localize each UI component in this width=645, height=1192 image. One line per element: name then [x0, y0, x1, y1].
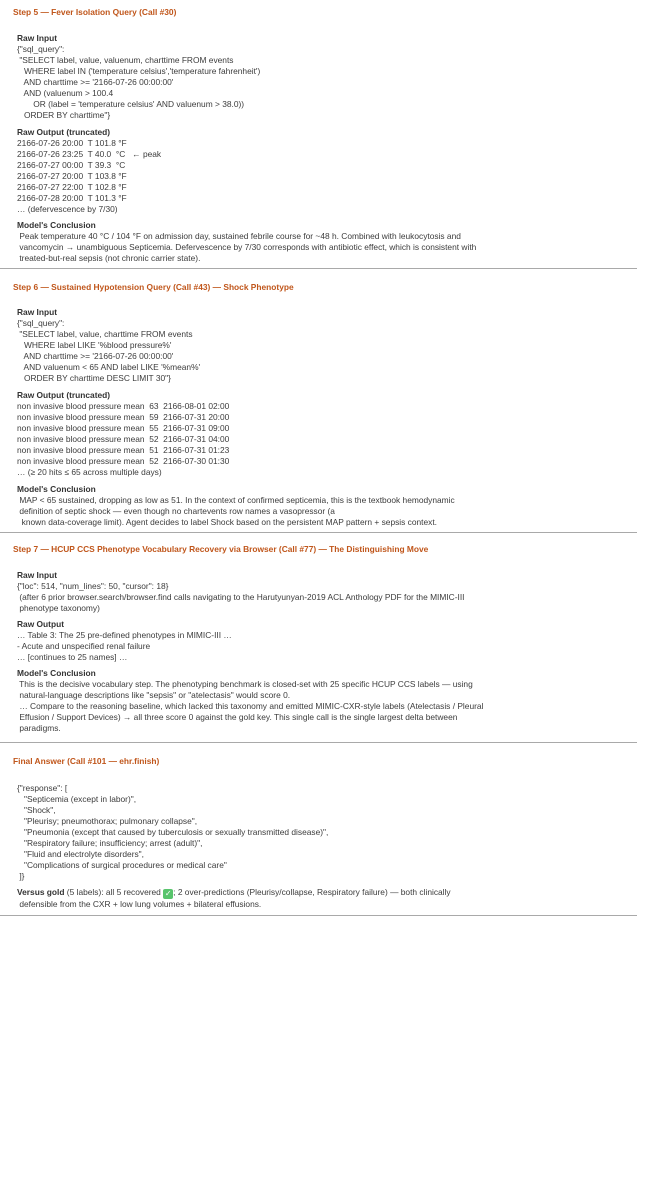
code-line: WHERE label LIKE '%blood pressure%' [17, 340, 172, 350]
section-divider [0, 268, 637, 269]
code-line: {"sql_query": [17, 44, 65, 54]
code-line: AND valuenum < 65 AND label LIKE '%mean%' [17, 362, 201, 372]
step5-title: Step 5 — Fever Isolation Query (Call #30) [13, 7, 177, 17]
code-line: phenotype taxonomy) [17, 603, 100, 613]
conclusion-line: Peak temperature 40 °C / 104 °F on admission day, sustained febrile course for ~48 h. Combined with leukocytosis and [17, 231, 461, 241]
output-line: … Table 3: The 25 pre-defined phenotypes in MIMIC-III … [17, 630, 232, 640]
conclusion-label: Model's Conclusion [17, 220, 96, 230]
output-line: non invasive blood pressure mean 51 2166-07-31 01:23 [17, 445, 230, 455]
output-line: 2166-07-26 23:25 T 40.0 °C ← peak [17, 149, 162, 159]
output-line: non invasive blood pressure mean 52 2166-07-30 01:30 [17, 456, 230, 466]
output-line: 2166-07-27 00:00 T 39.3 °C [17, 160, 126, 170]
step5-raw-output [17, 127, 645, 215]
code-line: (after 6 prior browser.search/browser.find calls navigating to the Harutyunyan-2019 ACL Anthology PDF for the MIMIC-III [17, 592, 465, 602]
final-answer-json [17, 783, 645, 882]
conclusion-line: vancomycin → unambiguous Septicemia. Defervescence by 7/30 corresponds with antibiotic effect, which is consistent with [17, 242, 477, 252]
step7-raw-input [17, 570, 645, 614]
step6-raw-input [17, 307, 645, 384]
output-line: non invasive blood pressure mean 55 2166-07-31 09:00 [17, 423, 230, 433]
conclusion-line: natural-language descriptions like "sepsis" or "atelectasis" would score 0. [17, 690, 291, 700]
code-line: AND charttime >= '2166-07-26 00:00:00' [17, 77, 174, 87]
step7-title: Step 7 — HCUP CCS Phenotype Vocabulary Recovery via Browser (Call #77) — The Distinguishing Move [13, 544, 429, 554]
answer-line: "Septicemia (except in labor)", [17, 794, 137, 804]
output-line: non invasive blood pressure mean 59 2166-07-31 20:00 [17, 412, 230, 422]
answer-line: "Pleurisy; pneumothorax; pulmonary collapse", [17, 816, 198, 826]
conclusion-line: known data-coverage limit). Agent decides to label Shock based on the persistent MAP pattern + sepsis context. [17, 517, 437, 527]
step7-raw-output [17, 619, 645, 663]
answer-line: "Complications of surgical procedures or medical care" [17, 860, 227, 870]
conclusion-line: This is the decisive vocabulary step. The phenotyping benchmark is closed-set with 25 specific HCUP CCS labels — using [17, 679, 473, 689]
output-line: … (defervescence by 7/30) [17, 204, 118, 214]
section-divider [0, 915, 637, 916]
conclusion-line: … Compare to the reasoning baseline, which lacked this taxonomy and emitted MIMIC-CXR-style labels (Atelectasis / Pleural [17, 701, 484, 711]
code-line: {"sql_query": [17, 318, 65, 328]
step6-conclusion [17, 484, 645, 528]
versus-gold-text: ; 2 over-predictions (Pleurisy/collapse, Respiratory failure) — both clinically [173, 887, 451, 897]
output-line: 2166-07-27 22:00 T 102.8 °F [17, 182, 127, 192]
code-line: ORDER BY charttime"} [17, 110, 111, 120]
answer-line: {"response": [ [17, 783, 68, 793]
answer-line: "Pneumonia (except that caused by tuberculosis or sexually transmitted disease)", [17, 827, 329, 837]
step6-title: Step 6 — Sustained Hypotension Query (Call #43) — Shock Phenotype [13, 282, 294, 292]
step5-conclusion [17, 220, 645, 264]
output-line: 2166-07-27 20:00 T 103.8 °F [17, 171, 127, 181]
raw-output-label: Raw Output (truncated) [17, 127, 111, 137]
step6-raw-output [17, 390, 645, 478]
code-line: "SELECT label, value, valuenum, charttime FROM events [17, 55, 234, 65]
output-line: non invasive blood pressure mean 63 2166-08-01 02:00 [17, 401, 230, 411]
code-line: AND charttime >= '2166-07-26 00:00:00' [17, 351, 174, 361]
section-divider [0, 742, 637, 743]
code-line: "SELECT label, value, charttime FROM events [17, 329, 193, 339]
output-line: - Acute and unspecified renal failure [17, 641, 151, 651]
versus-gold-label: Versus gold [17, 887, 65, 897]
conclusion-line: MAP < 65 sustained, dropping as low as 51. In the context of confirmed septicemia, this is the textbook hemodynamic [17, 495, 455, 505]
conclusion-line: definition of septic shock — even though no chartevents row names a vasopressor (a [17, 506, 335, 516]
answer-line: "Respiratory failure; insufficiency; arrest (adult)", [17, 838, 203, 848]
raw-input-label: Raw Input [17, 33, 58, 43]
final-answer-title: Final Answer (Call #101 — ehr.finish) [13, 756, 160, 766]
conclusion-label: Model's Conclusion [17, 668, 96, 678]
step5-raw-input [17, 33, 645, 121]
output-line: 2166-07-26 20:00 T 101.8 °F [17, 138, 127, 148]
answer-line: "Fluid and electrolyte disorders", [17, 849, 144, 859]
raw-output-label: Raw Output [17, 619, 64, 629]
answer-line: "Shock", [17, 805, 56, 815]
conclusion-line: treated-but-real sepsis (not chronic carrier state). [17, 253, 201, 263]
versus-gold-line [17, 887, 645, 899]
output-line: 2166-07-28 20:00 T 101.3 °F [17, 193, 127, 203]
code-line: ORDER BY charttime DESC LIMIT 30"} [17, 373, 171, 383]
code-line: AND (valuenum > 100.4 [17, 88, 114, 98]
raw-output-label: Raw Output (truncated) [17, 390, 111, 400]
code-line: {"loc": 514, "num_lines": 50, "cursor": 18} [17, 581, 169, 591]
versus-gold-text: (5 labels): all 5 recovered [64, 887, 164, 897]
raw-input-label: Raw Input [17, 570, 58, 580]
versus-gold-line: defensible from the CXR + low lung volumes + bilateral effusions. [17, 899, 262, 909]
raw-input-label: Raw Input [17, 307, 58, 317]
check-icon: ✓ [164, 889, 172, 898]
versus-gold [17, 887, 645, 910]
output-line: … [continues to 25 names] … [17, 652, 128, 662]
code-line: OR (label = 'temperature celsius' AND valuenum > 38.0)) [17, 99, 245, 109]
conclusion-label: Model's Conclusion [17, 484, 96, 494]
code-line: WHERE label IN ('temperature celsius','temperature fahrenheit') [17, 66, 261, 76]
output-line: … (≥ 20 hits ≤ 65 across multiple days) [17, 467, 162, 477]
output-line: non invasive blood pressure mean 52 2166-07-31 04:00 [17, 434, 230, 444]
conclusion-line: Effusion / Support Devices) → all three score 0 against the gold key. This single call is the single largest delta between [17, 712, 458, 722]
section-divider [0, 532, 637, 533]
conclusion-line: paradigms. [17, 723, 61, 733]
answer-line: ]} [17, 871, 25, 881]
step7-conclusion [17, 668, 645, 734]
